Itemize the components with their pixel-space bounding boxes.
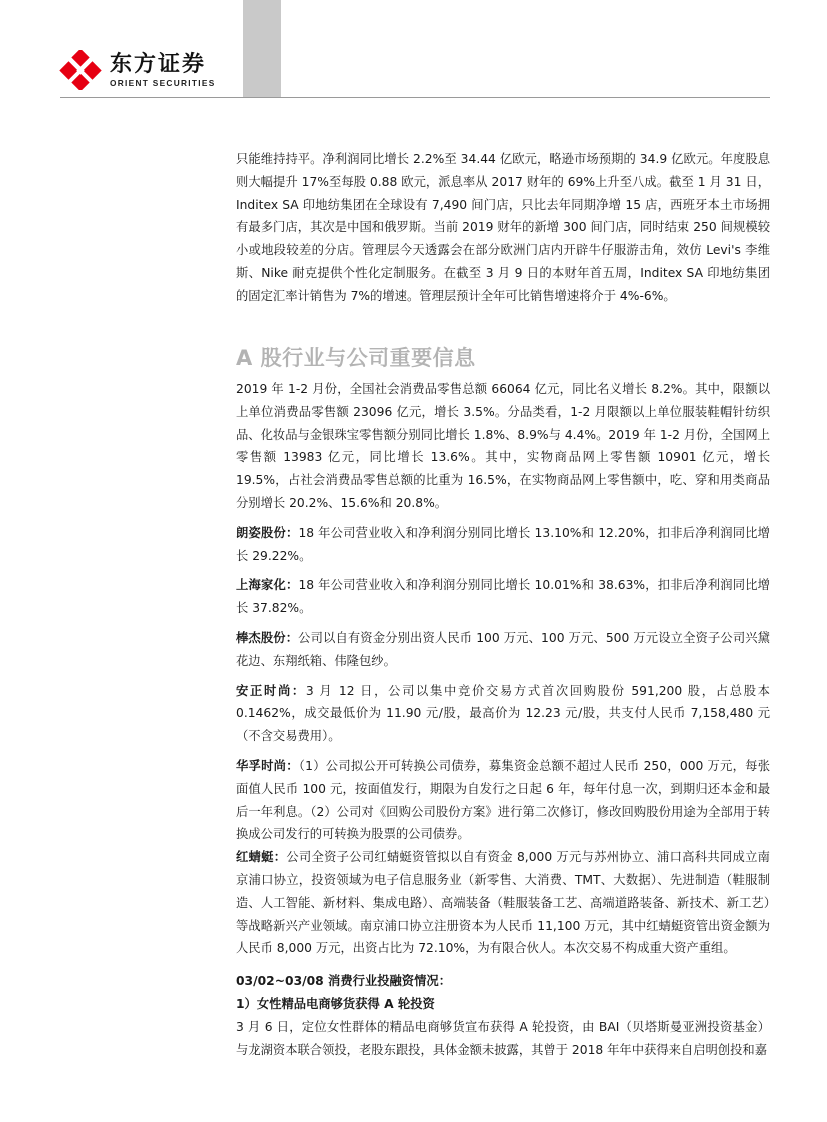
logo-english-text: ORIENT SECURITIES (110, 77, 216, 88)
company-label: 朗姿股份： (236, 525, 299, 540)
logo-chinese-text: 东方证券 (110, 51, 207, 77)
paragraph-text: 公司以自有资金分别出资人民币 100 万元、100 万元、500 万元设立全资子公司兴黛花边、东翔纸箱、伟隆包纱。 (236, 630, 770, 668)
financing-heading: 03/02~03/08 消费行业投融资情况： (236, 974, 451, 989)
section-body (236, 378, 770, 1068)
paragraph-langzi (236, 522, 770, 568)
header-divider (60, 97, 770, 98)
paragraph-jahwa (236, 574, 770, 620)
company-label: 红蜻蜓： (236, 850, 287, 865)
company-label: 华孚时尚： (236, 758, 299, 773)
paragraph-text: 18 年公司营业收入和净利润分别同比增长 10.01%和 38.63%，扣非后净利润同比增长 37.82%。 (236, 578, 770, 616)
intro-paragraph: 只能维持持平。净利润同比增长 2.2%至 34.44 亿欧元，略逊市场预期的 34.9 亿欧元。年度股息则大幅提升 17%至每股 0.88 欧元，派息率从 2017 财年的 69%上升至八成。截至 1 月 31 日，Inditex SA 印地纺集团在全球设有 7,490 间门店，只比去年同期净增 15 店，西班牙本土市场拥有最多门店，其次是中国和俄罗斯。当前 2019 财年的新增 300 间门店，同时结束 250 间规模较小或地段较差的分店。管理层今天透露会在部分欧洲门店内开辟牛仔服游击角，效仿 Levi's 李维斯、Nike 耐克提供个性化定制服务。在截至 3 月 9 日的本财年首五周，Inditex SA 印地纺集团的固定汇率计销售为 7%的增速。管理层预计全年可比销售增速将介于 4%-6%。 (236, 152, 770, 303)
paragraph-retail-sales (236, 378, 770, 515)
financing-paragraph: 3 月 6 日，定位女性群体的精品电商够货宣布获得 A 轮投资，由 BAI（贝塔斯曼亚洲投资基金）与龙湖资本联合领投，老股东跟投，具体金额未披露，其曾于 2018 年年中获得来自启明创投和嘉 (236, 1019, 770, 1057)
logo-mark-icon (58, 50, 104, 90)
section-title: A 股行业与公司重要信息 (236, 346, 476, 370)
paragraph-text: 3 月 12 日，公司以集中竞价交易方式首次回购股份 591,200 股，占总股本 0.1462%，成交最低价为 11.90 元/股，最高价为 12.23 元/股，共支付人民币 7,158,480 元（不含交易费用）。 (236, 683, 770, 744)
company-logo (58, 50, 216, 90)
paragraph-huafu (236, 755, 770, 846)
paragraph-anzheng (236, 680, 770, 748)
paragraph-text: 18 年公司营业收入和净利润分别同比增长 13.10%和 12.20%，扣非后净利润同比增长 29.22%。 (236, 525, 770, 563)
paragraph-text: 2019 年 1-2 月份，全国社会消费品零售总额 66064 亿元，同比名义增长 8.2%。其中，限额以上单位消费品零售额 23096 亿元，增长 3.5%。分品类看，1-2 月限额以上单位服装鞋帽针纺织品、化妆品与金银珠宝零售额分别同比增长 1.8%、8.9%与 4.4%。2019 年 1-2 月份，全国网上零售额 13983 亿元，同比增长 13.6%。其中，实物商品网上零售额 10901 亿元，增长 19.5%，占社会消费品零售总额的比重为 16.5%，在实物商品网上零售额中，吃、穿和用类商品分别增长 20.2%、15.6%和 20.8%。 (236, 382, 770, 510)
company-label: 安正时尚： (236, 683, 306, 698)
paragraph-hongqingting (236, 846, 770, 960)
financing-subheading: 1）女性精品电商够货获得 A 轮投资 (236, 996, 435, 1011)
header-accent-bar (243, 0, 281, 98)
paragraph-bangjie (236, 627, 770, 673)
company-label: 棒杰股份： (236, 630, 299, 645)
paragraph-text: （1）公司拟公开可转换公司债券，募集资金总额不超过人民币 250，000 万元，每张面值人民币 100 元，按面值发行，期限为自发行之日起 6 年，每年付息一次，到期归还本金和最后一年利息。（2）公司对《回购公司股份方案》进行第二次修订，修改回购股份用途为全部用于转换成公司发行的可转换为股票的公司债券。 (236, 758, 770, 842)
paragraph-text: 公司全资子公司红蜻蜓资管拟以自有资金 8,000 万元与苏州协立、浦口高科共同成立南京浦口协立，投资领域为电子信息服务业（新零售、大消费、TMT、大数据）、先进制造（鞋服制造、人工智能、新材料、集成电路）、高端装备（鞋服装备工艺、高端道路装备、新技术、新工艺）等战略新兴产业领域。南京浦口协立注册资本为人民币 11,100 万元，其中红蜻蜓资管出资金额为人民币 8,000 万元，出资占比为 72.10%，为有限合伙人。本次交易不构成重大资产重组。 (236, 850, 770, 956)
company-label: 上海家化： (236, 578, 299, 593)
intro-block (236, 148, 770, 308)
